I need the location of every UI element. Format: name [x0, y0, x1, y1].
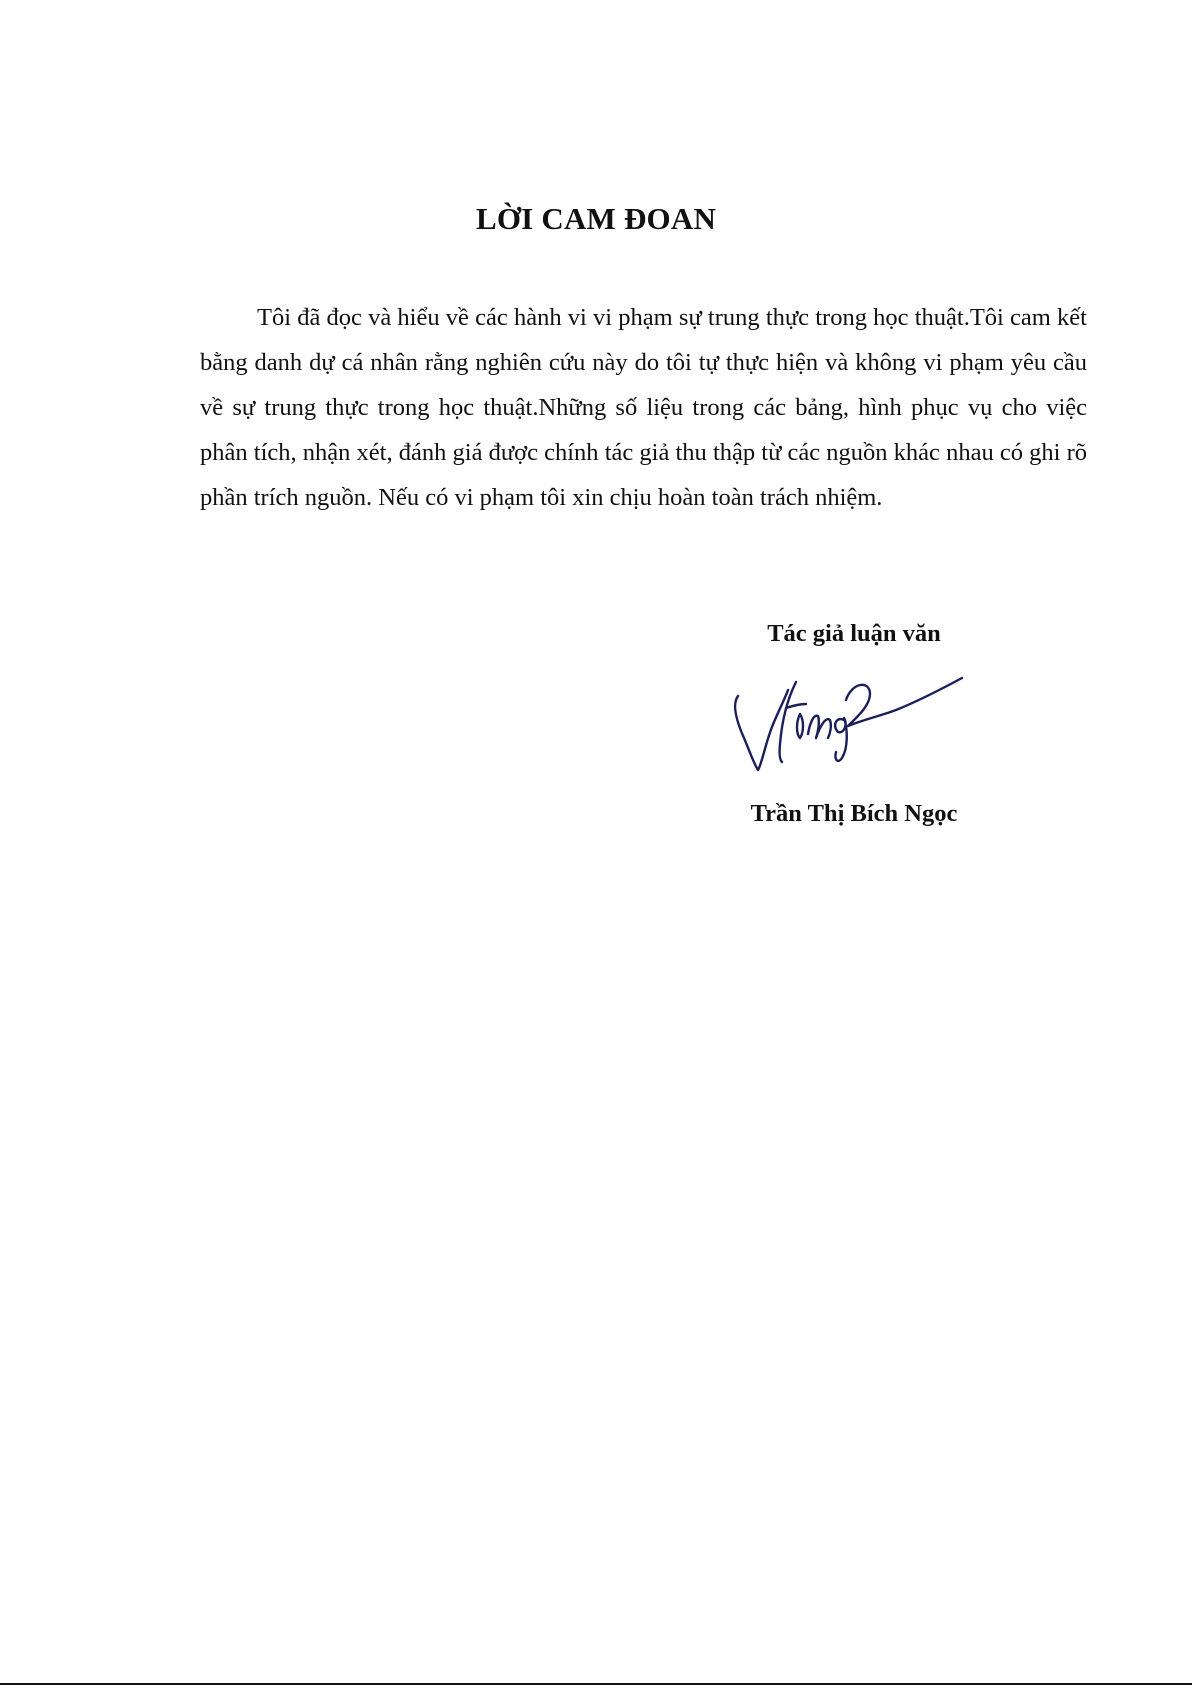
- handwritten-signature: [730, 660, 970, 780]
- signer-name: Trần Thị Bích Ngọc: [750, 800, 958, 827]
- declaration-paragraph: Tôi đã đọc và hiểu về các hành vi vi phạm sự trung thực trong học thuật.Tôi cam kết bằng danh dự cá nhân rằng nghiên cứu này do tôi tự thực hiện và không vi phạm yêu cầu về sự trung thực trong học thuật.Những số liệu trong các bảng, hình phục vụ cho việc phân tích, nhận xét, đánh giá được chính tác giả thu thập từ các nguồn khác nhau có ghi rõ phần trích nguồn. Nếu có vi phạm tôi xin chịu hoàn toàn trách nhiệm.: [200, 304, 1087, 511]
- page-title: LỜI CAM ĐOAN: [475, 201, 717, 236]
- signature-role-label: Tác giả luận văn: [767, 620, 941, 647]
